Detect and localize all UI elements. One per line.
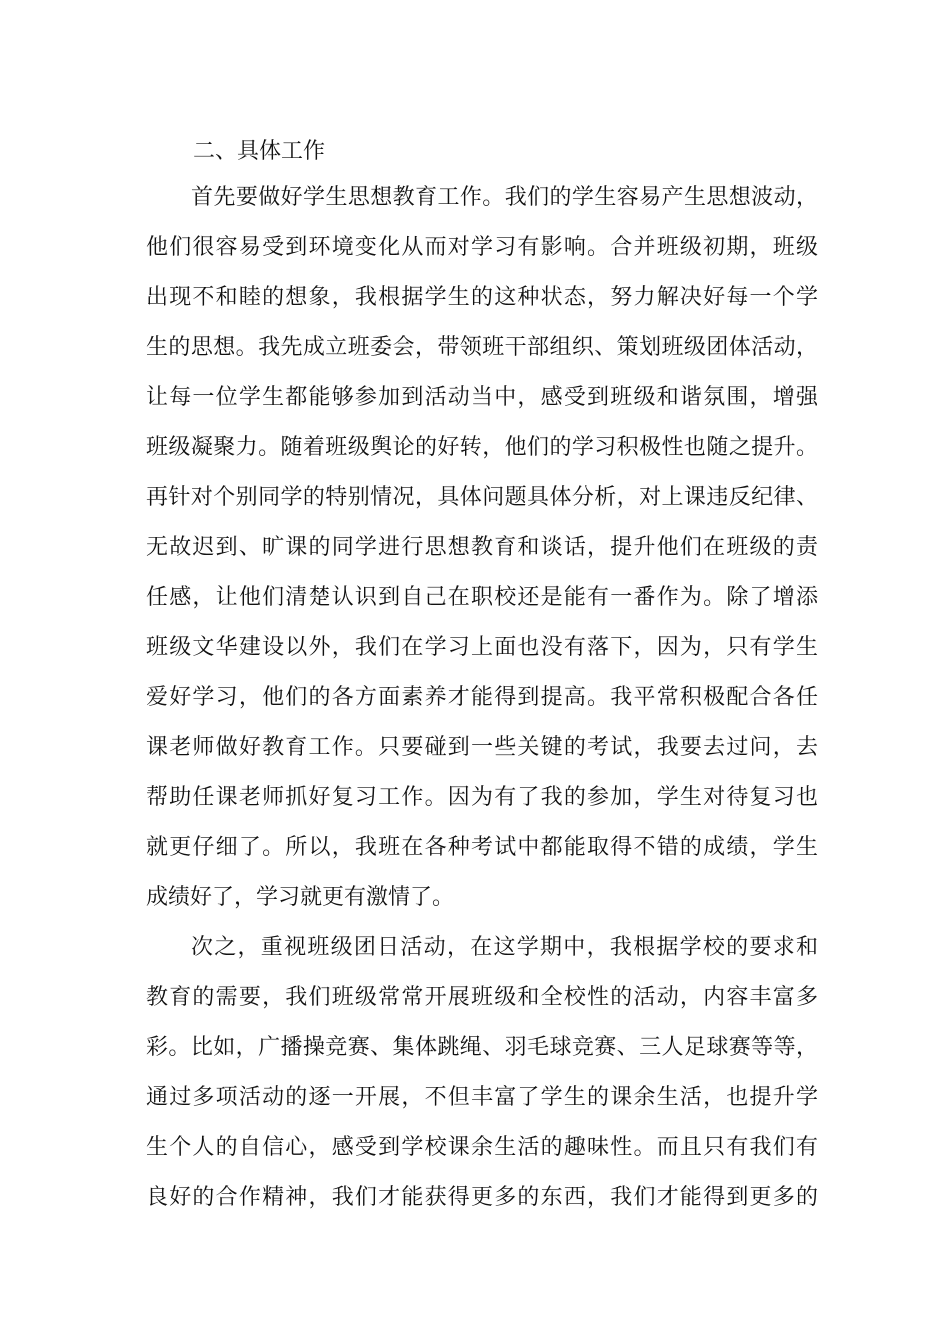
- text-line: 出现不和睦的想象，我根据学生的这种状态，努力解决好每一个学: [146, 285, 818, 310]
- text-line: 让每一位学生都能够参加到活动当中，感受到班级和谐氛围，增强: [146, 385, 818, 410]
- text-line: 课老师做好教育工作。只要碰到一些关键的考试，我要去过问，去: [146, 735, 818, 760]
- text-line: 无故迟到、旷课的同学进行思想教育和谈话，提升他们在班级的责: [146, 535, 818, 560]
- text-line: 生的思想。我先成立班委会，带领班干部组织、策划班级团体活动，: [146, 335, 818, 360]
- text-line: 通过多项活动的逐一开展，不但丰富了学生的课余生活，也提升学: [146, 1085, 818, 1110]
- text-line: 就更仔细了。所以，我班在各种考试中都能取得不错的成绩，学生: [146, 835, 818, 860]
- text-line: 再针对个别同学的特别情况，具体问题具体分析，对上课违反纪律、: [146, 485, 818, 510]
- text-line: 帮助任课老师抓好复习工作。因为有了我的参加，学生对待复习也: [146, 785, 818, 810]
- text-line: 班级凝聚力。随着班级舆论的好转，他们的学习积极性也随之提升。: [146, 435, 818, 460]
- section-heading: 二、具体工作: [193, 139, 326, 164]
- text-line: 爱好学习，他们的各方面素养才能得到提高。我平常积极配合各任: [146, 685, 818, 710]
- text-line: 教育的需要，我们班级常常开展班级和全校性的活动，内容丰富多: [146, 985, 818, 1010]
- text-line: 生个人的自信心，感受到学校课余生活的趣味性。而且只有我们有: [146, 1135, 818, 1160]
- text-line: 班级文华建设以外，我们在学习上面也没有落下，因为，只有学生: [146, 635, 818, 660]
- text-line: 他们很容易受到环境变化从而对学习有影响。合并班级初期，班级: [146, 235, 818, 260]
- text-line: 次之，重视班级团日活动，在这学期中，我根据学校的要求和: [191, 935, 818, 960]
- text-line: 良好的合作精神，我们才能获得更多的东西，我们才能得到更多的: [146, 1185, 818, 1210]
- paragraph-2: [146, 923, 818, 1223]
- text-line: 成绩好了，学习就更有激情了。: [146, 885, 455, 910]
- text-line: 首先要做好学生思想教育工作。我们的学生容易产生思想波动，: [191, 185, 818, 210]
- text-line: 任感，让他们清楚认识到自己在职校还是能有一番作为。除了增添: [146, 585, 818, 610]
- text-line: 彩。比如，广播操竞赛、集体跳绳、羽毛球竞赛、三人足球赛等等，: [146, 1035, 818, 1060]
- paragraph-1: [146, 173, 818, 923]
